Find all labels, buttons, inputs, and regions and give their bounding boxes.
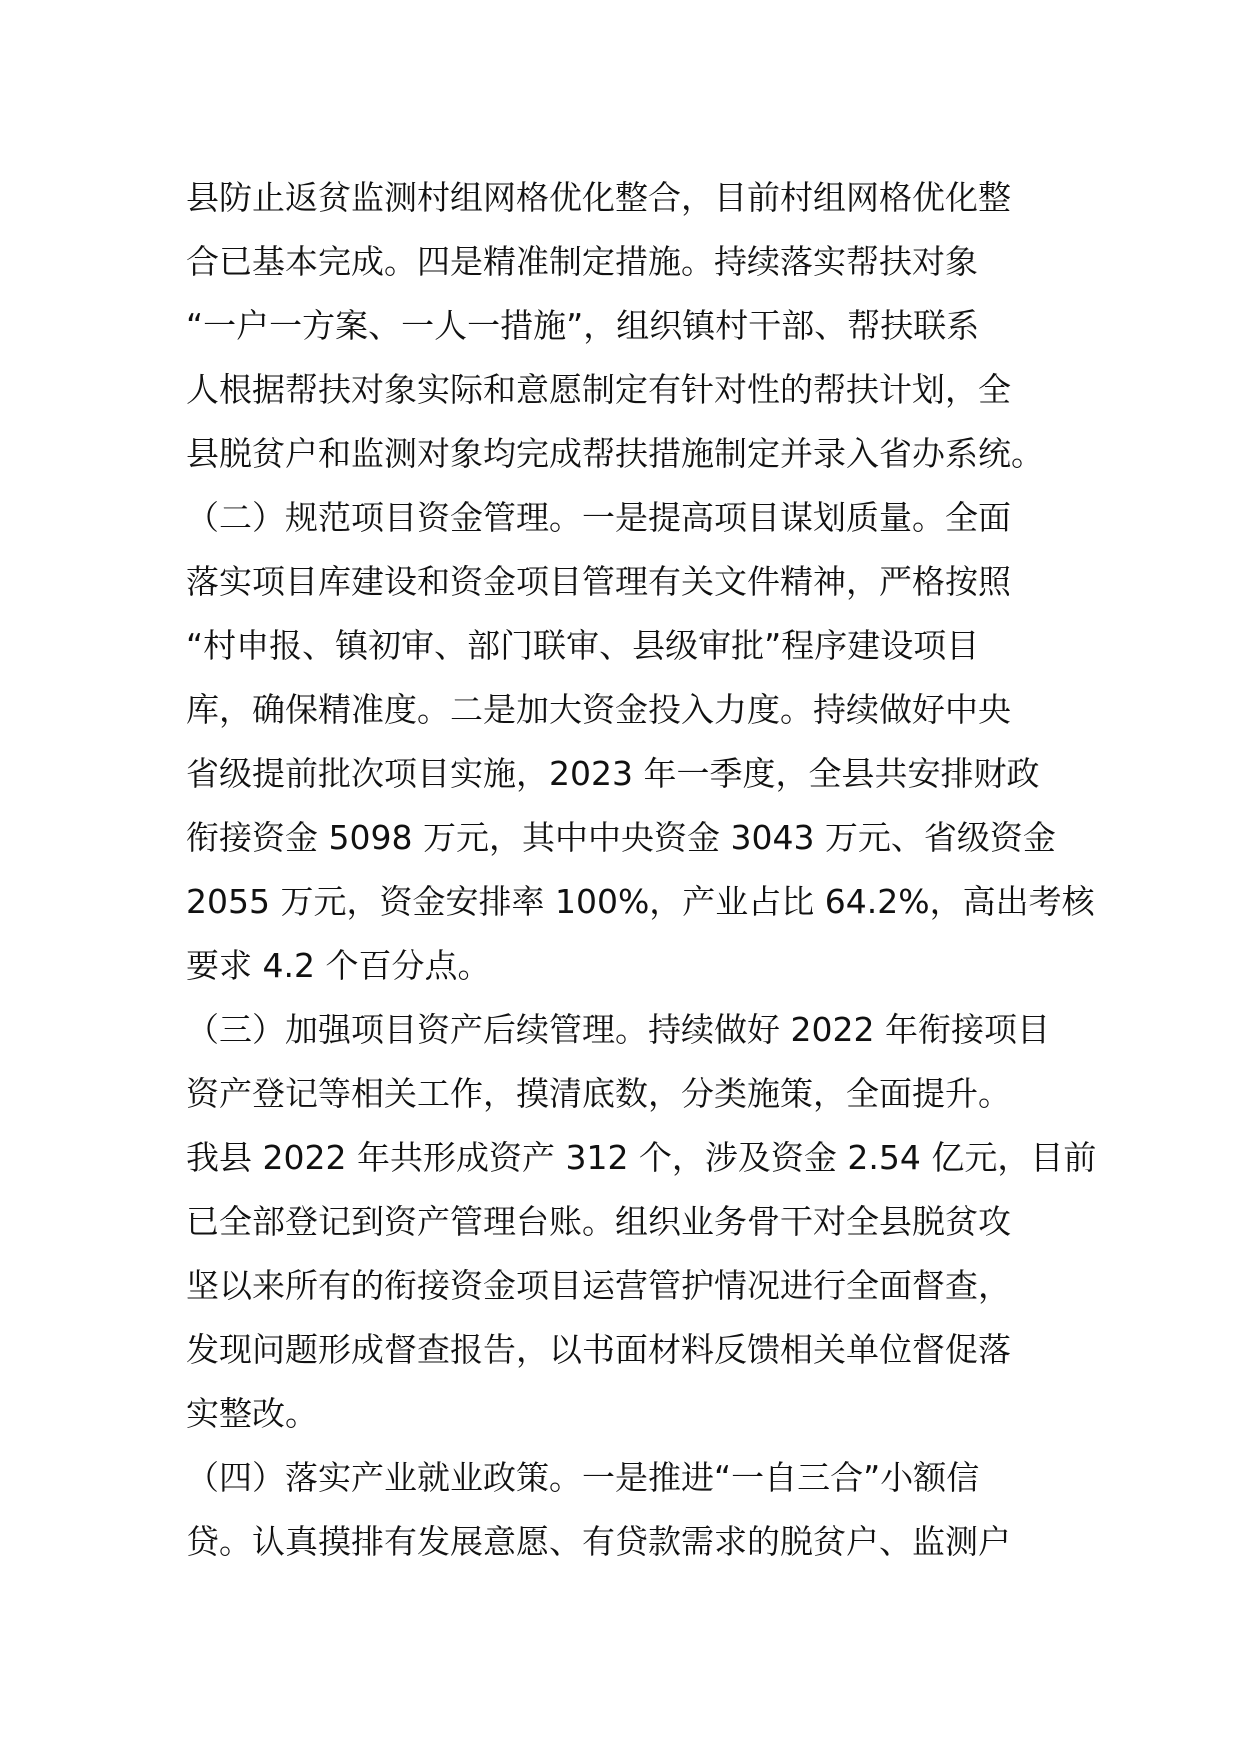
text-line: 县脱贫户和监测对象均完成帮扶措施制定并录入省办系统。 bbox=[186, 434, 1044, 473]
text-line: 贷。认真摸排有发展意愿、有贷款需求的脱贫户、监测户 bbox=[186, 1522, 1011, 1561]
text-line: 实整改。 bbox=[186, 1394, 318, 1433]
text-line: 落实项目库建设和资金项目管理有关文件精神，严格按照 bbox=[186, 562, 1011, 601]
section-heading-3: （三）加强项目资产后续管理。持续做好 2022 年衔接项目 bbox=[186, 1010, 1050, 1049]
text-line: “一户一方案、一人一措施”，组织镇村干部、帮扶联系 bbox=[186, 306, 980, 345]
text-line: 人根据帮扶对象实际和意愿制定有针对性的帮扶计划，全 bbox=[186, 370, 1011, 409]
text-line: 我县 2022 年共形成资产 312 个，涉及资金 2.54 亿元，目前 bbox=[186, 1138, 1097, 1177]
body-text bbox=[186, 166, 1097, 1574]
text-line: 合已基本完成。四是精准制定措施。持续落实帮扶对象 bbox=[186, 242, 978, 281]
text-line: 资产登记等相关工作，摸清底数，分类施策，全面提升。 bbox=[186, 1074, 1011, 1113]
text-line: 库，确保精准度。二是加大资金投入力度。持续做好中央 bbox=[186, 690, 1011, 729]
text-line: 省级提前批次项目实施，2023 年一季度，全县共安排财政 bbox=[186, 754, 1040, 793]
text-line: 衔接资金 5098 万元，其中中央资金 3043 万元、省级资金 bbox=[186, 818, 1056, 857]
section-heading-4: （四）落实产业就业政策。一是推进“一自三合”小额信 bbox=[186, 1458, 980, 1497]
text-line: 发现问题形成督查报告，以书面材料反馈相关单位督促落 bbox=[186, 1330, 1011, 1369]
section-heading-2: （二）规范项目资金管理。一是提高项目谋划质量。全面 bbox=[186, 498, 1011, 537]
text-line: 县防止返贫监测村组网格优化整合，目前村组网格优化整 bbox=[186, 178, 1011, 217]
text-line: “村申报、镇初审、部门联审、县级审批”程序建设项目 bbox=[186, 626, 980, 665]
text-line: 坚以来所有的衔接资金项目运营管护情况进行全面督查， bbox=[186, 1266, 1011, 1305]
text-line: 要求 4.2 个百分点。 bbox=[186, 946, 491, 985]
text-line: 2055 万元，资金安排率 100%，产业占比 64.2%，高出考核 bbox=[186, 882, 1095, 921]
text-line: 已全部登记到资产管理台账。组织业务骨干对全县脱贫攻 bbox=[186, 1202, 1011, 1241]
